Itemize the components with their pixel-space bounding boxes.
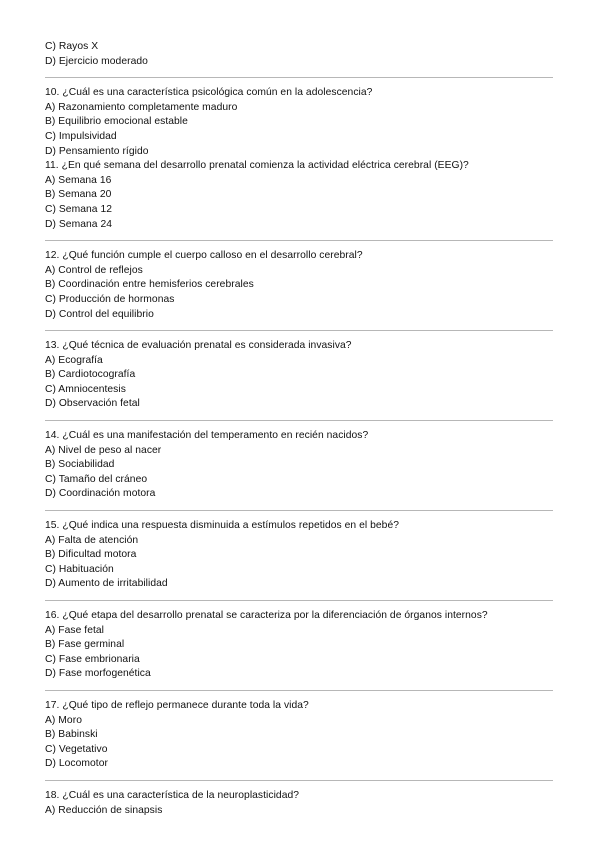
option-a: A) Falta de atención xyxy=(45,534,139,546)
question-text: 16. ¿Qué etapa del desarrollo prenatal se caracteriza por la diferenciación de órganos internos? xyxy=(45,610,488,621)
option-d: D) Ejercicio moderado xyxy=(45,55,148,67)
question-18 xyxy=(45,789,553,818)
option-a: A) Moro xyxy=(45,714,82,726)
question-16 xyxy=(45,609,553,682)
divider xyxy=(45,240,553,241)
question-12 xyxy=(45,249,553,322)
question-text: 17. ¿Qué tipo de reflejo permanece durante toda la vida? xyxy=(45,699,309,711)
question-text: 15. ¿Qué indica una respuesta disminuida a estímulos repetidos en el bebé? xyxy=(45,520,400,532)
option-a: A) Fase fetal xyxy=(45,624,105,636)
option-d: D) Control del equilibrio xyxy=(45,308,154,320)
question-13 xyxy=(45,339,553,412)
question-text: 11. ¿En qué semana del desarrollo prenatal comienza la actividad eléctrica cerebral (EEG)? xyxy=(45,160,469,172)
option-c: C) Semana 12 xyxy=(45,203,112,215)
question-14 xyxy=(45,429,553,502)
option-b: B) Coordinación entre hemisferios cerebrales xyxy=(45,279,254,291)
option-b: B) Sociabilidad xyxy=(45,459,115,471)
question-15 xyxy=(45,519,553,592)
option-d: D) Locomotor xyxy=(45,758,108,770)
question-text: 10. ¿Cuál es una característica psicológica común en la adolescencia? xyxy=(45,87,373,99)
question-9-options-tail xyxy=(45,40,553,69)
option-b: B) Dificultad motora xyxy=(45,549,137,561)
option-a: A) Nivel de peso al nacer xyxy=(45,444,162,456)
option-d: D) Coordinación motora xyxy=(45,488,156,500)
option-a: A) Razonamiento completamente maduro xyxy=(45,101,238,113)
question-text: 14. ¿Cuál es una manifestación del temperamento en recién nacidos? xyxy=(45,430,369,442)
question-10 xyxy=(45,86,553,159)
option-c: C) Impulsividad xyxy=(45,130,117,142)
divider xyxy=(45,510,553,511)
exam-page xyxy=(45,40,553,818)
question-17 xyxy=(45,699,553,772)
option-c: C) Amniocentesis xyxy=(45,383,126,395)
option-d: D) Aumento de irritabilidad xyxy=(45,578,168,590)
option-c: C) Habituación xyxy=(45,563,114,575)
divider xyxy=(45,600,553,601)
option-b: B) Equilibrio emocional estable xyxy=(45,116,188,128)
option-c: C) Producción de hormonas xyxy=(45,293,175,305)
question-text: 18. ¿Cuál es una característica de la neuroplasticidad? xyxy=(45,789,300,801)
option-d: D) Semana 24 xyxy=(45,218,112,230)
question-11 xyxy=(45,159,553,232)
option-a: A) Ecografía xyxy=(45,354,103,366)
option-b: B) Semana 20 xyxy=(45,189,112,201)
divider xyxy=(45,780,553,781)
option-c: C) Rayos X xyxy=(45,41,99,52)
option-a: A) Control de reflejos xyxy=(45,264,143,276)
divider xyxy=(45,690,553,691)
divider xyxy=(45,77,553,78)
option-a: A) Reducción de sinapsis xyxy=(45,804,163,816)
option-c: C) Vegetativo xyxy=(45,743,108,755)
option-d: D) Pensamiento rígido xyxy=(45,145,149,157)
option-b: B) Cardiotocografía xyxy=(45,369,136,381)
divider xyxy=(45,330,553,331)
option-b: B) Babinski xyxy=(45,729,98,741)
option-c: C) Tamaño del cráneo xyxy=(45,473,148,485)
option-c: C) Fase embrionaria xyxy=(45,653,140,665)
option-d: D) Fase morfogenética xyxy=(45,668,151,680)
question-text: 12. ¿Qué función cumple el cuerpo calloso en el desarrollo cerebral? xyxy=(45,250,363,262)
option-d: D) Observación fetal xyxy=(45,398,140,410)
option-b: B) Fase germinal xyxy=(45,639,125,651)
option-a: A) Semana 16 xyxy=(45,174,112,186)
divider xyxy=(45,420,553,421)
question-text: 13. ¿Qué técnica de evaluación prenatal es considerada invasiva? xyxy=(45,340,352,352)
